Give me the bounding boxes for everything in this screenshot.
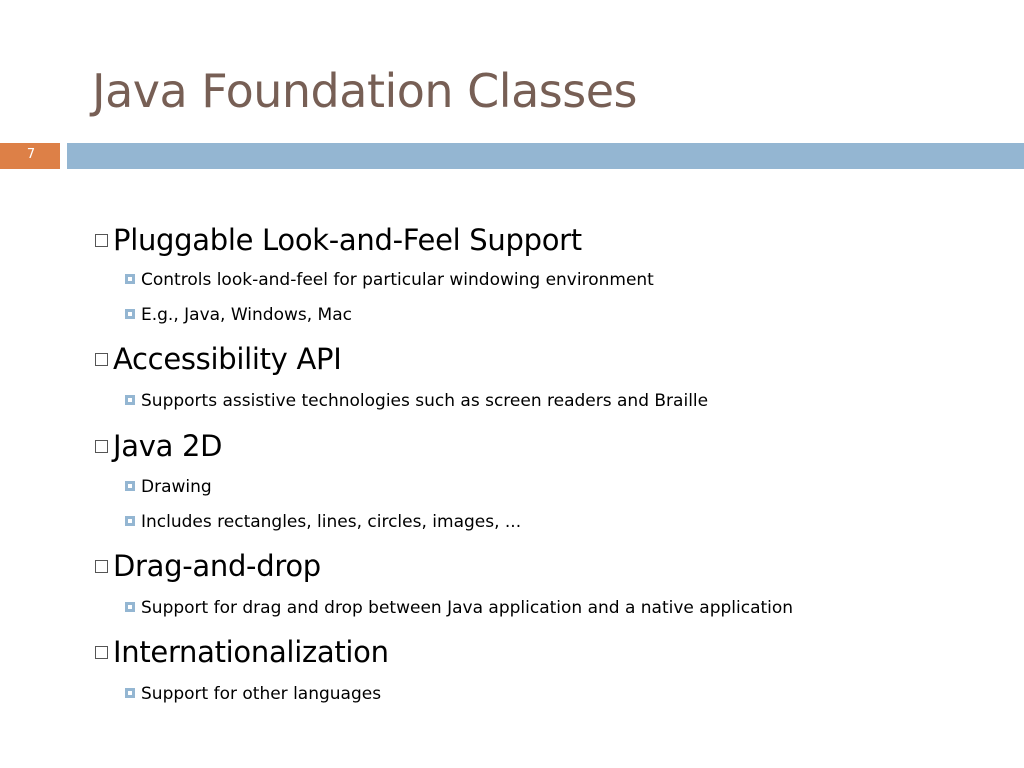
- hollow-square-bullet-icon: [95, 353, 108, 366]
- sub-bullet-item: [125, 307, 352, 324]
- slide-number: 7: [26, 147, 36, 162]
- slide-number-badge: [0, 143, 60, 169]
- sub-bullet-text: Support for drag and drop between Java application and a native application: [141, 598, 794, 618]
- slide-title: Java Foundation Classes: [92, 64, 637, 118]
- bullet-item: [95, 342, 342, 376]
- bullet-text: Drag-and-drop: [113, 549, 321, 583]
- bullet-item: [95, 223, 582, 257]
- bullet-item: [95, 635, 389, 669]
- hollow-square-bullet-icon: [95, 234, 108, 247]
- hollow-square-bullet-icon: [95, 646, 108, 659]
- square-bullet-icon: [125, 481, 135, 491]
- sub-bullet-item: [125, 479, 212, 496]
- bullet-text: Java 2D: [113, 429, 223, 463]
- bullet-item: [95, 549, 321, 583]
- sub-bullet-item: [125, 686, 381, 703]
- hollow-square-bullet-icon: [95, 560, 108, 573]
- bullet-text: Pluggable Look-and-Feel Support: [113, 223, 582, 257]
- sub-bullet-item: [125, 600, 793, 617]
- bullet-text: Internationalization: [113, 635, 389, 669]
- header-band: [67, 143, 1024, 169]
- square-bullet-icon: [125, 395, 135, 405]
- sub-bullet-text: Includes rectangles, lines, circles, images, ...: [141, 512, 522, 532]
- sub-bullet-text: Support for other languages: [141, 684, 382, 704]
- square-bullet-icon: [125, 688, 135, 698]
- sub-bullet-text: Drawing: [141, 477, 212, 497]
- hollow-square-bullet-icon: [95, 440, 108, 453]
- square-bullet-icon: [125, 309, 135, 319]
- square-bullet-icon: [125, 602, 135, 612]
- square-bullet-icon: [125, 516, 135, 526]
- bullet-text: Accessibility API: [113, 342, 342, 376]
- sub-bullet-text: E.g., Java, Windows, Mac: [141, 305, 352, 325]
- sub-bullet-text: Controls look-and-feel for particular windowing environment: [141, 270, 654, 290]
- sub-bullet-item: [125, 272, 654, 289]
- sub-bullet-item: [125, 393, 708, 410]
- sub-bullet-item: [125, 514, 521, 531]
- bullet-item: [95, 429, 223, 463]
- sub-bullet-text: Supports assistive technologies such as screen readers and Braille: [141, 391, 709, 411]
- square-bullet-icon: [125, 274, 135, 284]
